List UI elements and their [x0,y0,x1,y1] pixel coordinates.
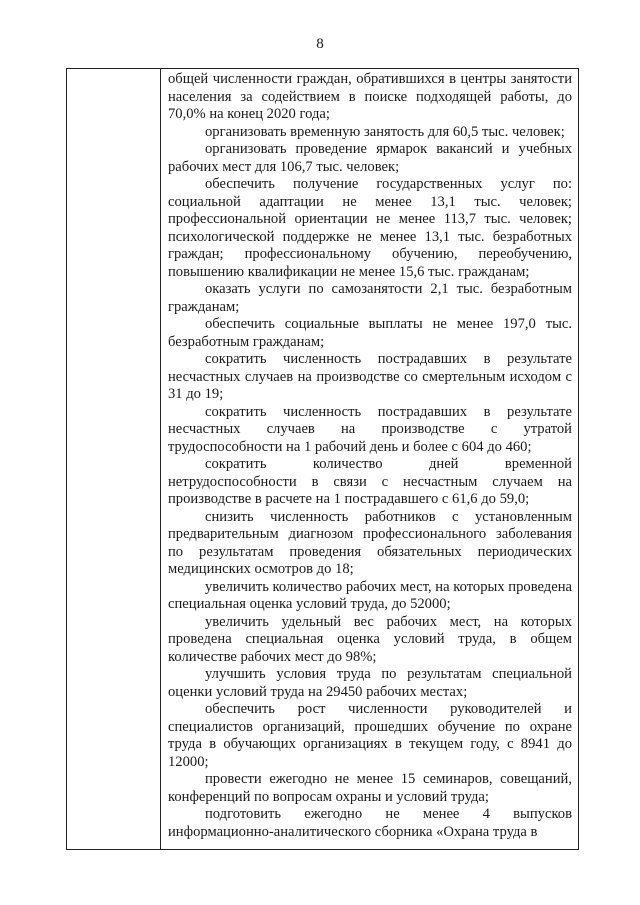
paragraph: сократить численность пострадавших в результате несчастных случаев на производстве с утратой трудоспособности на 1 рабочий день и более с 604 до 460; [168,403,572,455]
paragraph: организовать временную занятость для 60,5 тыс. человек; [205,123,565,140]
paragraph: обеспечить социальные выплаты не менее 197,0 тыс. безработным гражданам; [168,316,572,350]
page-number: 8 [316,36,324,52]
table-content-column [161,69,578,849]
paragraph: сократить численность пострадавших в результате несчастных случаев на производстве со смертельным исходом с 31 до 19; [168,351,572,402]
paragraph: провести ежегодно не менее 15 семинаров, совещаний, конференций по вопросам охраны и условий труда; [168,771,572,805]
paragraph: подготовить ежегодно не менее 4 выпусков информационно-аналитического сборника «Охрана труда в [168,806,572,840]
document-table [66,68,579,850]
paragraph: увеличить удельный вес рабочих мест, на которых проведена специальная оценка условий труда, в общем количестве рабочих мест до 98%; [168,613,572,665]
paragraph: организовать проведение ярмарок вакансий и учебных рабочих мест для 106,7 тыс. человек; [168,141,572,175]
paragraph: обеспечить рост численности руководителей и специалистов организаций, прошедших обучение по охране труда в обучающих организациях в текущем году, с 8941 до 12000; [168,701,572,770]
paragraph: сократить количество дней временной нетрудоспособности в связи с несчастным случаем на производстве в расчете на 1 пострадавшего с 61,6 до 59,0; [168,456,572,507]
paragraph: увеличить количество рабочих мест, на которых проведена специальная оценка условий труда, до 52000; [168,578,572,612]
table-left-column [67,69,161,849]
paragraph: улучшить условия труда по результатам специальной оценки условий труда на 29450 рабочих местах; [168,666,572,700]
paragraph: общей численности граждан, обратившихся в центры занятости населения за содействием в поиске подходящей работы, до 70,0% на конец 2020 года; [168,71,572,122]
paragraph: снизить численность работников с установленным предварительным диагнозом профессионального заболевания по результатам проведения обязательных периодических медицинских осмотров до 18; [168,508,572,577]
paragraph: оказать услуги по самозанятости 2,1 тыс. безработным гражданам; [168,281,572,315]
paragraph: обеспечить получение государственных услуг по: социальной адаптации не менее 13,1 тыс. человек; профессиональной ориентации не менее 113,7 тыс. человек; психологической поддержке не менее 13,1 тыс. безработных граждан; профессиональному обучению, переобучению, повышению квалификации не менее 15,6 тыс. гражданам; [168,176,572,280]
